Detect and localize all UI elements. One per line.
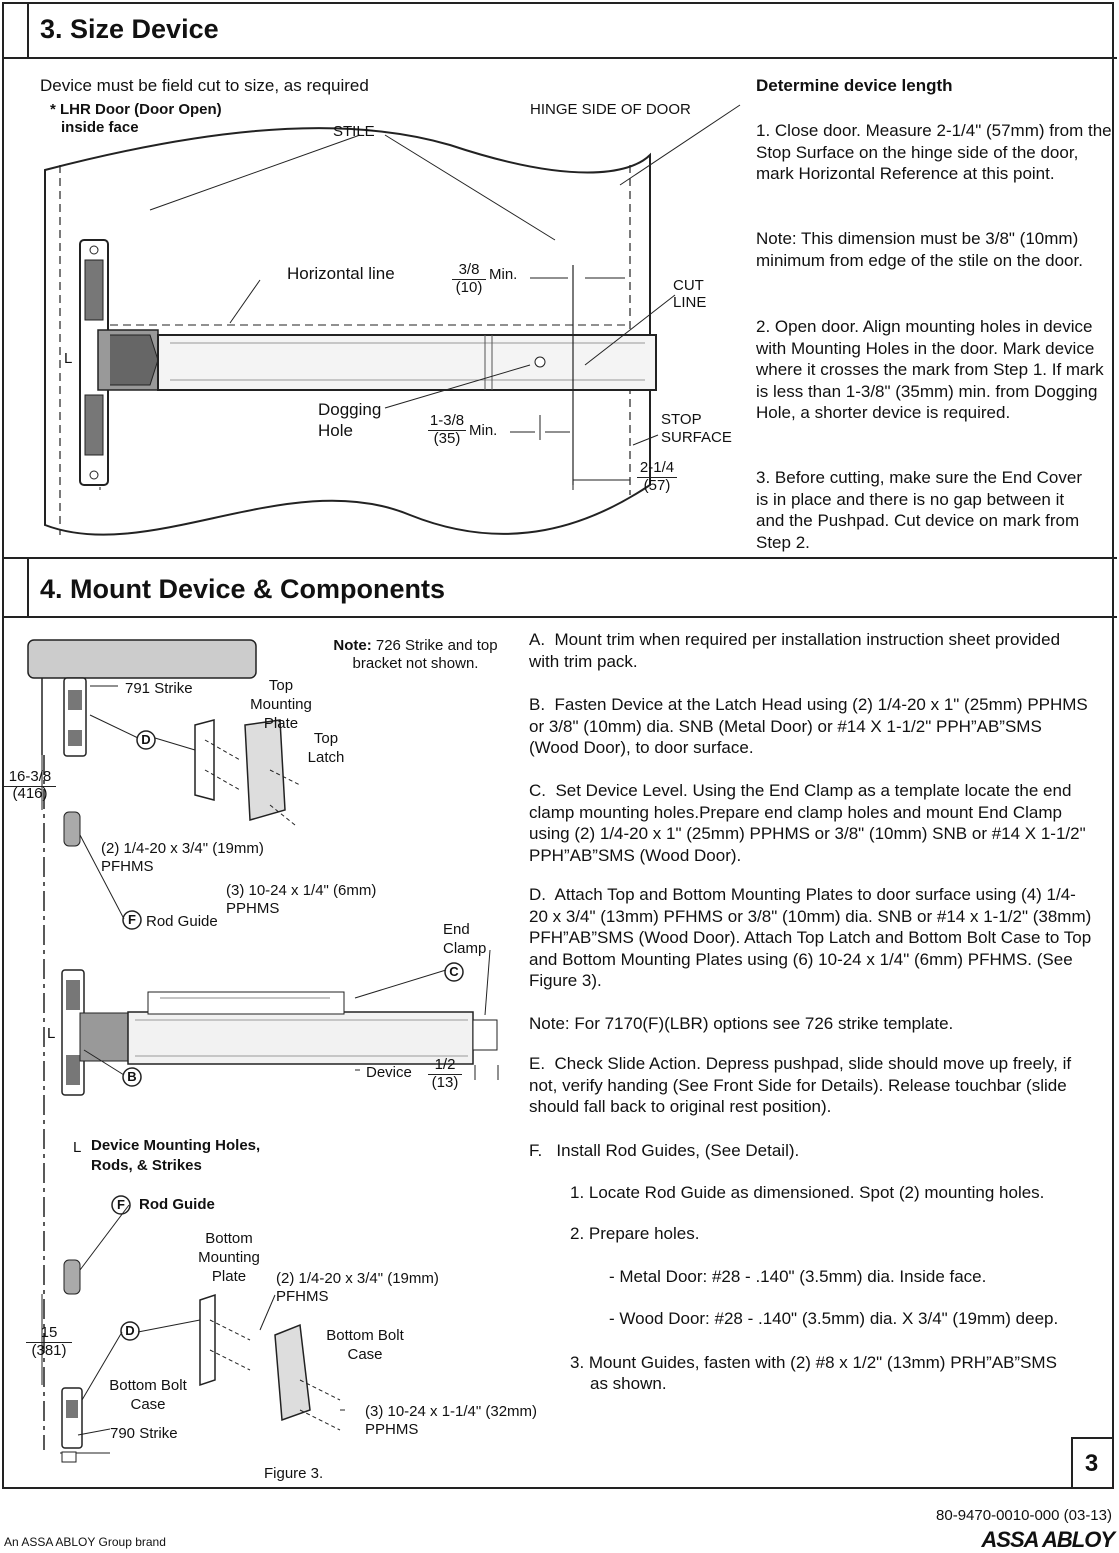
mount-step-b: B. Fasten Device at the Latch Head using (2) 1/4-20 x 1" (25mm) PPHMS or 3/8" (10mm) dia. SNB (Metal Door) or #14 X 1-1/2" PPH”AB”SMS (Wood Door), to door surface. [529, 695, 1093, 757]
section3-title: 3. Size Device [40, 14, 219, 44]
bottom-mounting-label-3: Plate [211, 1268, 247, 1285]
centerline-mark-1: L [64, 350, 73, 367]
dim-381: (381) [31, 1342, 67, 1359]
mount-step-f3-1: 3. Mount Guides, fasten with (2) #8 x 1/2" (13mm) PRH”AB”SMS [570, 1353, 1057, 1372]
mount-step-a: A. Mount trim when required per installation instruction sheet provided with trim pack. [529, 630, 1065, 671]
size-note: Note: This dimension must be 3/8" (10mm) minimum from edge of the stile on the door. [756, 229, 1083, 270]
top-mounting-label-3: Plate [263, 715, 299, 732]
callout-f-top: F [128, 912, 136, 927]
brand-line: An ASSA ABLOY Group brand [4, 1535, 166, 1549]
callout-d-bottom: D [125, 1323, 135, 1338]
doc-number: 80-9470-0010-000 (03-13) [936, 1507, 1112, 1524]
mount-step-f2: 2. Prepare holes. [570, 1224, 700, 1243]
top-latch-label-2: Latch [307, 749, 345, 766]
assa-abloy-logo: ASSA ABLOY [981, 1527, 1114, 1552]
dogging-label-1: Dogging [318, 400, 382, 419]
screw-d-label-1: (3) 10-24 x 1-1/4" (32mm) [365, 1403, 538, 1420]
size-step-1: 1. Close door. Measure 2-1/4" (57mm) from the Stop Surface on the hinge side of the door, mark Horizontal Reference at this point. [756, 121, 1117, 183]
section4-header-divider [2, 616, 1117, 618]
hinge-side-label: HINGE SIDE OF DOOR [530, 101, 691, 118]
section3-intro: Device must be field cut to size, as required [40, 76, 369, 95]
end-clamp-label-1: End [443, 921, 470, 938]
dim-57: (57) [643, 477, 671, 494]
dim-3-8: 3/8 [452, 261, 486, 280]
mount-step-f2b: - Wood Door: #28 - .140" (3.5mm) dia. X 3/4" (19mm) deep. [609, 1309, 1059, 1328]
cut-line-label-1: CUT [673, 277, 704, 294]
dogging-label-2: Hole [318, 421, 353, 440]
dim-35: (35) [433, 430, 461, 447]
note-bold: Note: [333, 637, 372, 654]
mount-device-diagram [0, 620, 560, 1470]
screw-a-label-2: PFHMS [101, 858, 154, 875]
mounting-holes-label-2: Rods, & Strikes [91, 1157, 202, 1174]
cut-line-label-2: LINE [673, 294, 707, 311]
header-margin-line [27, 2, 29, 57]
stop-surface-label-1: STOP [661, 411, 702, 428]
page-number: 3 [1084, 1450, 1099, 1477]
screw-b-label-2: PPHMS [226, 900, 280, 917]
rod-guide-label: Rod Guide [146, 913, 218, 930]
section-divider [2, 557, 1117, 559]
header-margin-line-2 [27, 557, 29, 616]
horizontal-line-label: Horizontal line [287, 264, 395, 283]
top-mounting-label-1: Top [268, 677, 294, 694]
stop-surface-label-2: SURFACE [661, 429, 732, 446]
figure-note-1 [318, 637, 513, 655]
mount-step-f: F. Install Rod Guides, (See Detail). [529, 1141, 800, 1160]
callout-b: B [127, 1069, 137, 1084]
min-label-1: Min. [489, 266, 518, 283]
top-latch-label-1: Top [313, 730, 339, 747]
dim-1-3-8: 1-3/8 [429, 412, 465, 429]
rod-guide-bold-label: Rod Guide [139, 1196, 215, 1213]
bottom-mounting-label-1: Bottom [205, 1230, 253, 1247]
callout-d-top: D [141, 732, 151, 747]
screw-c-label-2: PFHMS [276, 1288, 329, 1305]
dim-1-2: 1/2 [428, 1056, 462, 1075]
bottom-bolt-label-1: Bottom Bolt [326, 1327, 404, 1344]
section4-title: 4. Mount Device & Components [40, 574, 446, 604]
screw-c-label-1: (2) 1/4-20 x 3/4" (19mm) [276, 1270, 439, 1287]
screw-a-label-1: (2) 1/4-20 x 3/4" (19mm) [101, 840, 264, 857]
callout-c: C [449, 964, 459, 979]
mount-step-e: E. Check Slide Action. Depress pushpad, slide should move up freely, if not, verify handing (See Front Side for Details). Release touchbar (slide should fall back to original rest position). [529, 1054, 1076, 1116]
mount-step-f1: 1. Locate Rod Guide as dimensioned. Spot (2) mounting holes. [570, 1183, 1045, 1202]
dim-10: (10) [455, 279, 483, 296]
size-step-3: 3. Before cutting, make sure the End Cover is in place and there is no gap between it and the Pushpad. Cut device on mark from Step 2. [756, 468, 1087, 552]
min-label-2: Min. [469, 422, 498, 439]
mount-step-c: C. Set Device Level. Using the End Clamp as a template locate the end clamp mounting holes.Prepare end clamp holes and mount End Clamp using (2) 1/4-20 x 1" (25mm) PPHMS or 3/8" (10mm) SNB or #14 X 1-1/2" PPH”AB”SMS (Wood Door). [529, 781, 1091, 865]
device-label: Device [366, 1064, 412, 1081]
top-mounting-label-2: Mounting [250, 696, 312, 713]
mount-step-f3-2: as shown. [590, 1374, 667, 1393]
callout-f-bottom: F [117, 1197, 125, 1212]
screw-d-label-2: PPHMS [365, 1421, 419, 1438]
mount-note: Note: For 7170(F)(LBR) options see 726 strike template. [529, 1014, 954, 1033]
determine-length-heading: Determine device length [756, 76, 953, 95]
dim-2-1-4: 2-1/4 [637, 459, 677, 478]
strike-790-label: 790 Strike [110, 1425, 178, 1442]
size-step-2: 2. Open door. Align mounting holes in device with Mounting Holes in the door. Mark device where it crosses the mark from Step 1. If mark is less than 1-3/8" (35mm) min. from Dogging Hole, a shorter device is required. [756, 317, 1109, 422]
end-clamp-label-2: Clamp [443, 940, 487, 957]
mount-step-d: D. Attach Top and Bottom Mounting Plates to door surface using (4) 1/4-20 x 3/4" (13mm) PFHMS or 3/8" (10mm) dia. SNB or #14 x 1-1/2" (38mm) PFH”AB”SMS (Wood Door). Attach Top Latch and Bottom Bolt Case to Top and Bottom Mounting Plates using (6) 10-24 x 1/4" (6mm) PFHMS. (See Figure 3). [529, 885, 1097, 990]
strike-791-label: 791 Strike [125, 680, 193, 697]
figure-note-2: bracket not shown. [352, 655, 479, 672]
bottom-mounting-label-2: Mounting [198, 1249, 260, 1266]
door-note-1: * LHR Door (Door Open) [50, 101, 222, 118]
screw-b-label-1: (3) 10-24 x 1/4" (6mm) [226, 882, 377, 899]
note-text: 726 Strike and top [375, 637, 498, 654]
door-note-2: inside face [61, 119, 139, 136]
centerline-mark-2: L [47, 1025, 56, 1042]
centerline-mark-3: L [73, 1139, 82, 1156]
figure-caption: Figure 3. [264, 1465, 324, 1482]
mount-step-f2a: - Metal Door: #28 - .140" (3.5mm) dia. Inside face. [609, 1267, 987, 1286]
dim-15: 15 [26, 1324, 72, 1343]
stile-label: STILE [333, 123, 375, 140]
bottom-bolt-left-label-1: Bottom Bolt [109, 1377, 187, 1394]
mounting-holes-label-1: Device Mounting Holes, [91, 1137, 261, 1154]
bottom-bolt-label-2: Case [347, 1346, 383, 1363]
dim-416: (416) [12, 785, 48, 802]
dim-16-3-8: 16-3/8 [4, 768, 56, 787]
section3-header-divider [2, 57, 1117, 59]
bottom-bolt-left-label-2: Case [130, 1396, 166, 1413]
dim-13: (13) [431, 1074, 459, 1091]
